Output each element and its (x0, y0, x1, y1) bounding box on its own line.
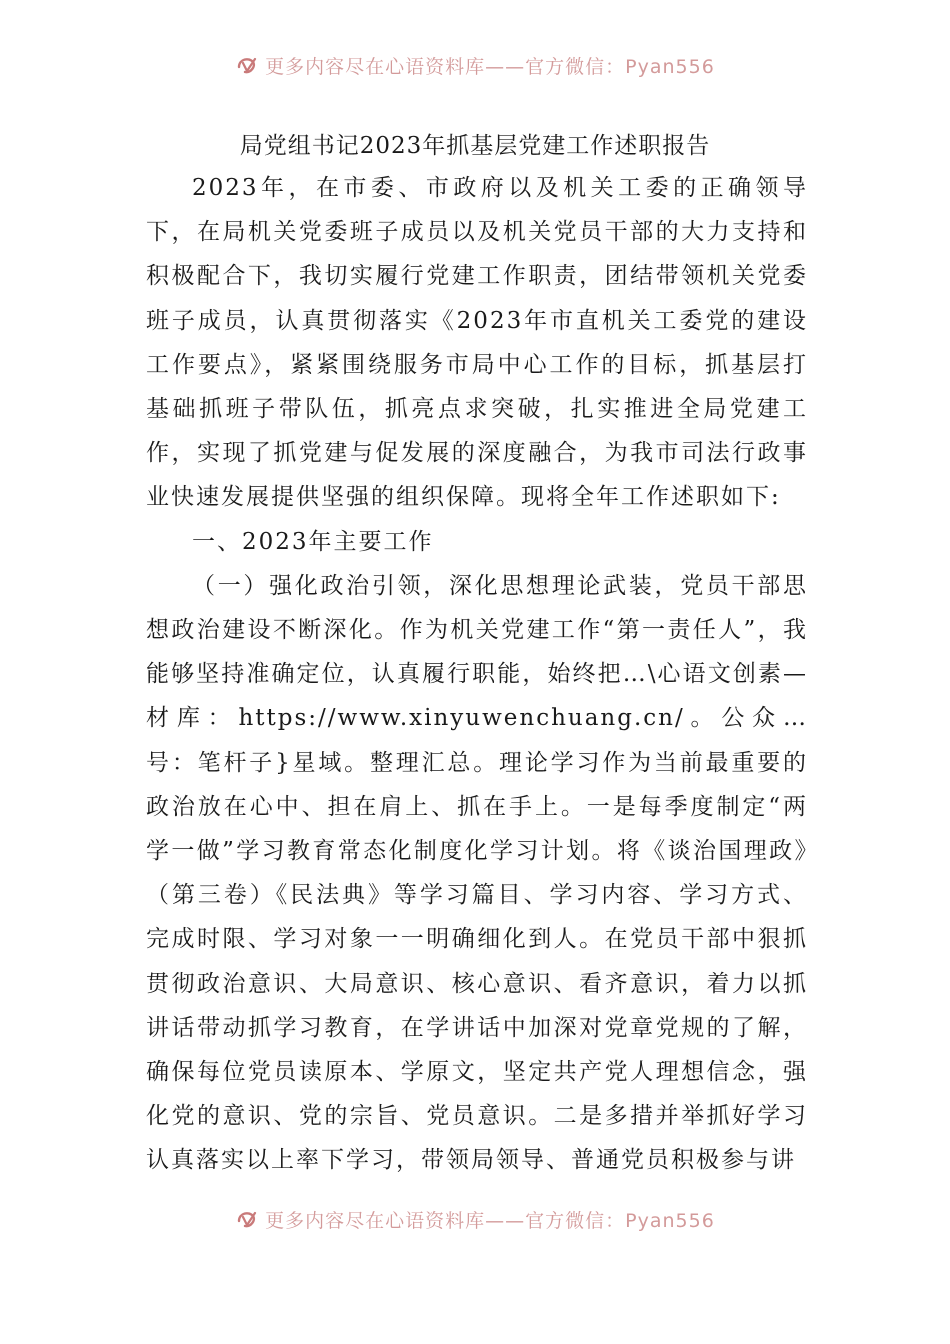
paragraph-intro: 2023年，在市委、市政府以及机关工委的正确领导下，在局机关党委班子成员以及机关党员干部的大力支持和积极配合下，我切实履行党建工作职责，团结带领机关党委班子成员，认真贯彻落实《2023年市直机关工委党的建设工作要点》，紧紧围绕服务市局中心工作的目标，抓基层打基础抓班子带队伍，抓亮点求突破，扎实推进全局党建工作，实现了抓党建与促发展的深度融合，为我市司法行政事业快速发展提供坚强的组织保障。现将全年工作述职如下: (146, 175, 808, 511)
watermark-header (0, 56, 950, 86)
watermark-footer (0, 1210, 950, 1240)
watermark-text: 更多内容尽在心语资料库——官方微信：Pyan556 (265, 56, 715, 78)
document-title: 局党组书记2023年抓基层党建工作述职报告 (239, 133, 711, 159)
watermark-text: 更多内容尽在心语资料库——官方微信：Pyan556 (265, 1210, 715, 1232)
paragraph-section-1: （一）强化政治引领，深化思想理论武装，党员干部思想政治建设不断深化。作为机关党建工作“第一责任人”，我能够坚持准确定位，认真履行职能，始终把…\心语文创素—材库：https://www.xinyuwenchuang.cn/。公众…号：笔杆子}星域。整理汇总。理论学习作为当前最重要的政治放在心中、担在肩上、抓在手上。一是每季度制定“两学一做”学习教育常态化制度化学习计划。将《谈治国理政》（第三卷）《民法典》等学习篇目、学习内容、学习方式、完成时限、学习对象一一明确细化到人。在党员干部中狠抓贯彻政治意识、大局意识、核心意识、看齐意识，着力以抓讲话带动抓学习教育，在学讲话中加深对党章党规的了解，确保每位党员读原本、学原文，坚定共产党人理想信念，强化党的意识、党的宗旨、党员意识。二是多措并举抓好学习认真落实以上率下学习，带领局领导、普通党员积极参与讲 (146, 572, 808, 1174)
brand-logo-icon (235, 56, 259, 77)
section-heading: 一、2023年主要工作 (192, 528, 434, 555)
brand-logo-icon (235, 1210, 259, 1231)
document-body (146, 166, 808, 1183)
